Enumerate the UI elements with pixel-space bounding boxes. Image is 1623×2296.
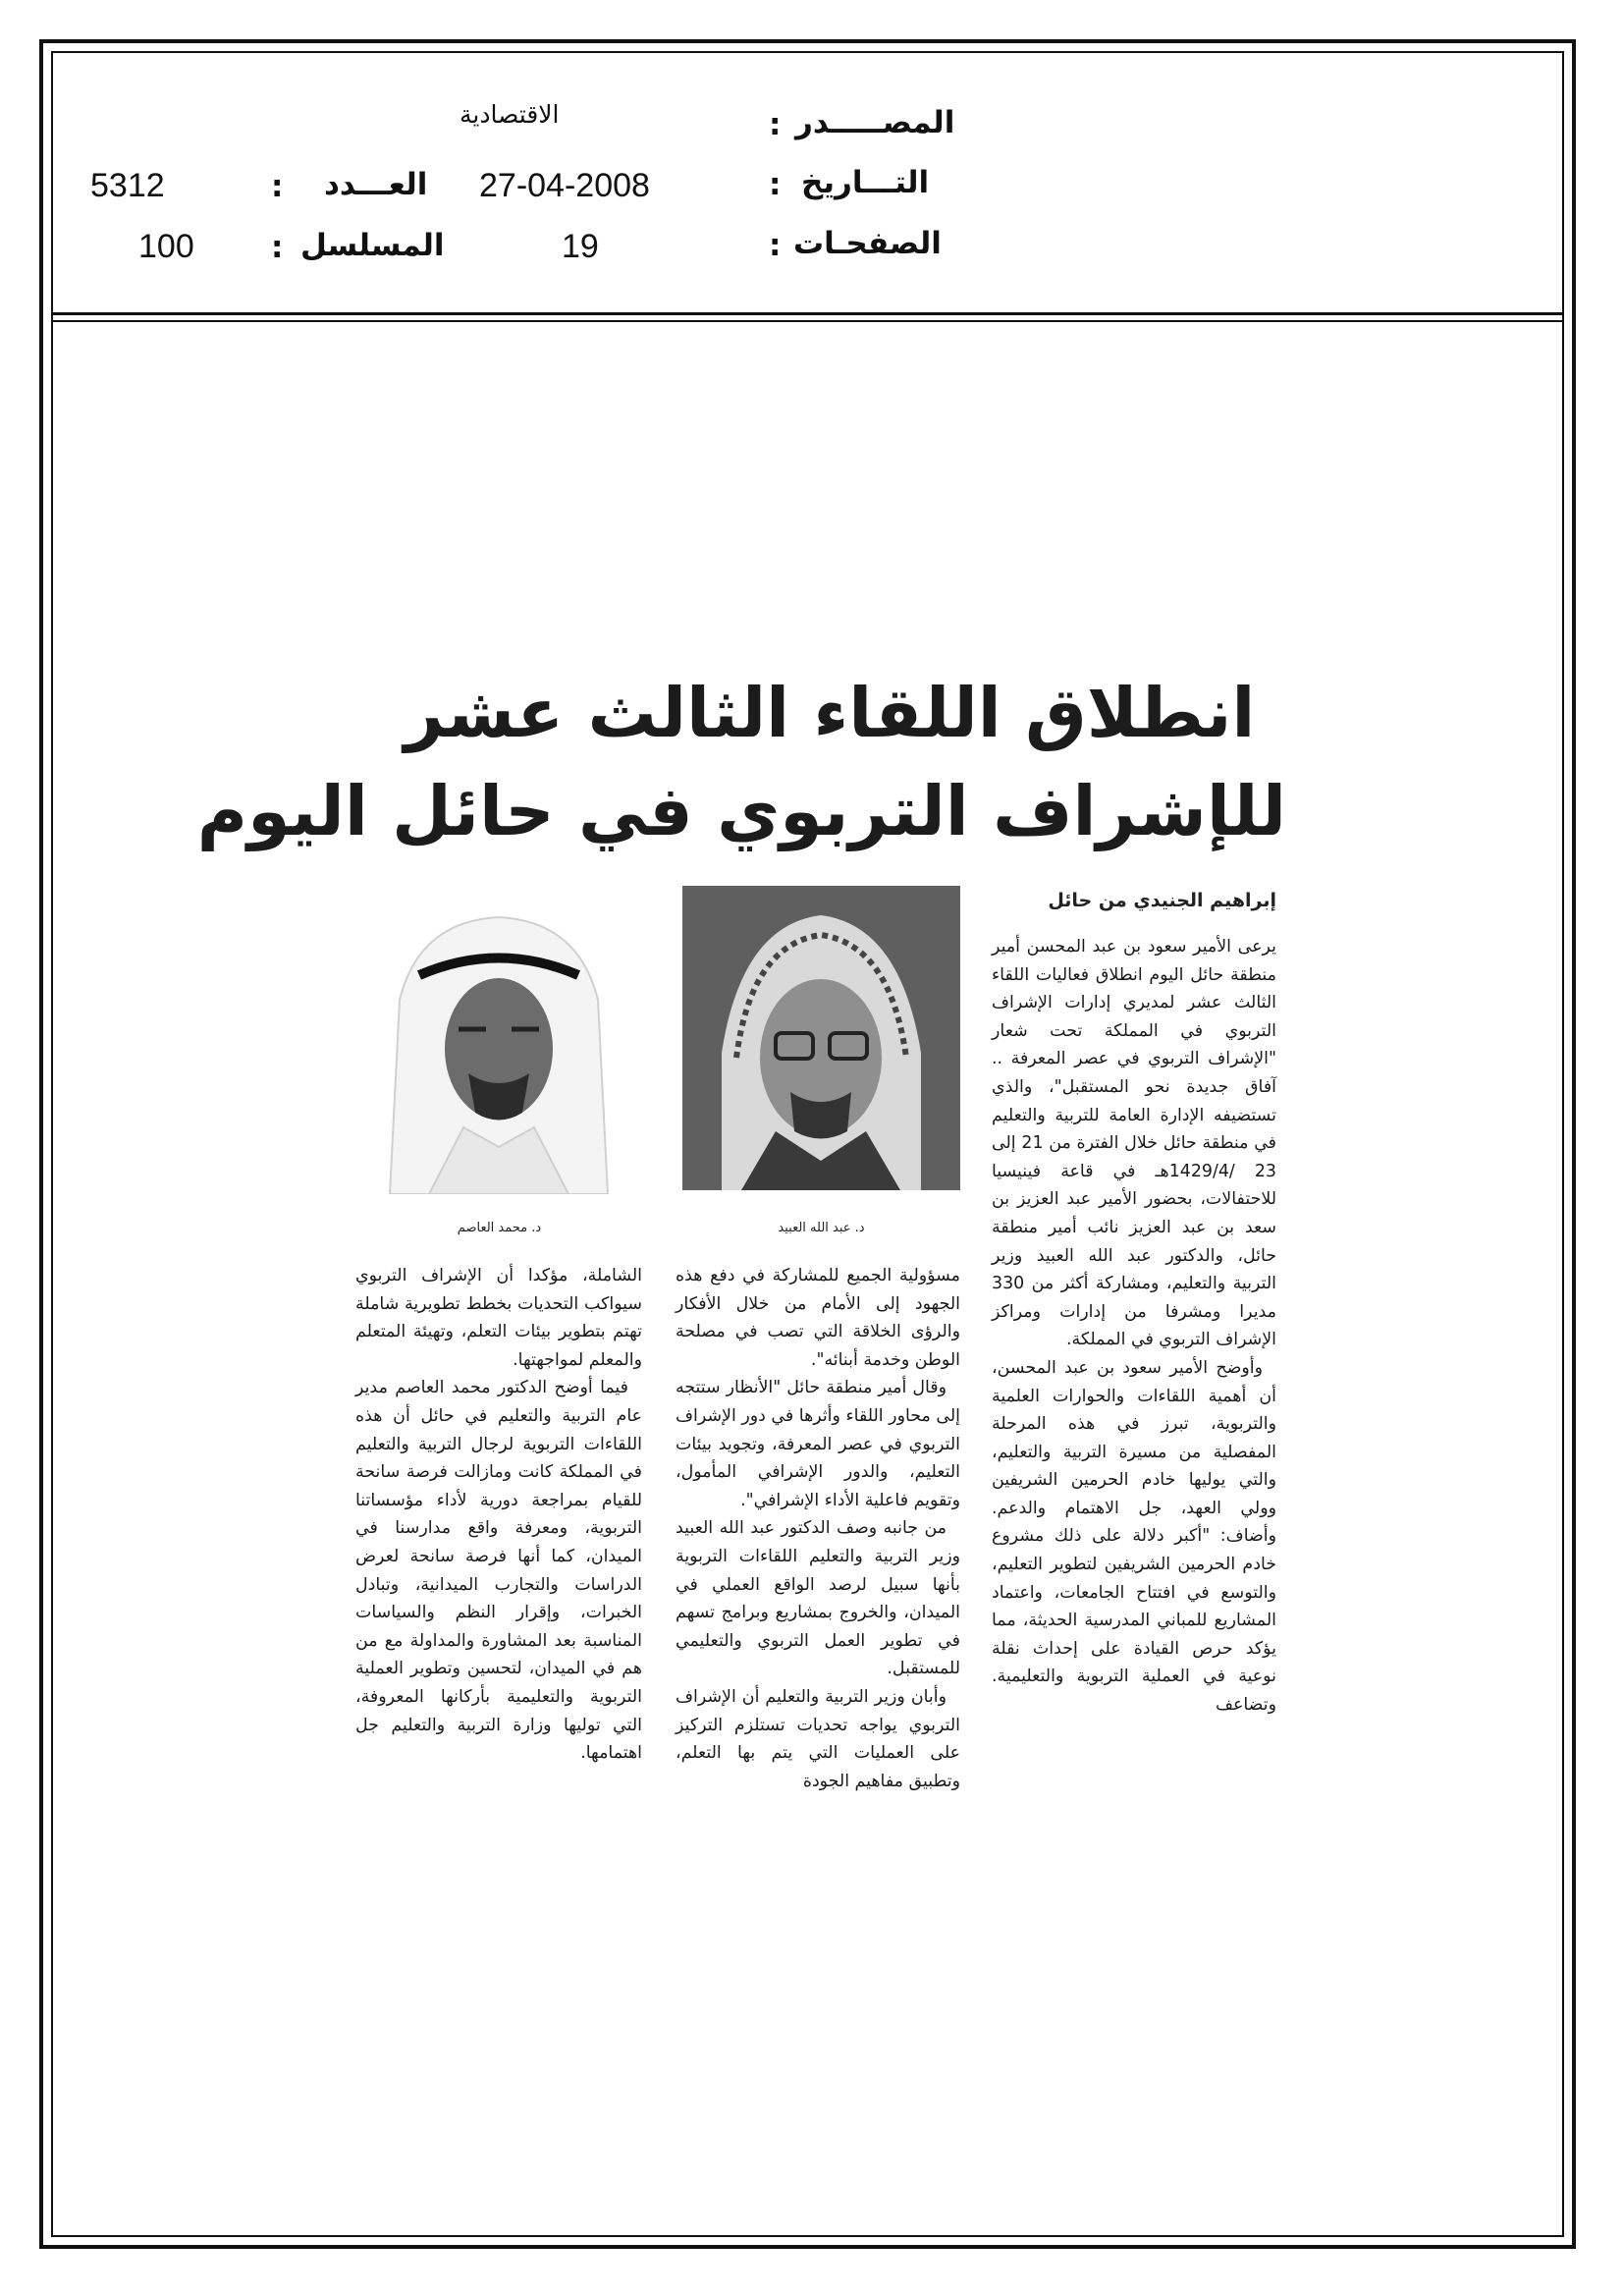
source-label: المصـــــدر [795, 105, 955, 140]
portrait-sketch [360, 882, 638, 1194]
headline-line-2: للإشراف التربوي في حائل اليوم [196, 771, 1286, 851]
source-colon: : [769, 107, 782, 142]
date-label: التـــاريخ [801, 165, 930, 200]
article-column-3 [355, 1262, 642, 1768]
issue-colon: : [271, 169, 284, 204]
serial-value: 100 [138, 228, 194, 265]
paragraph: وأبان وزير التربية والتعليم أن الإشراف التربوي يواجه تحديات تستلزم التركيز على العمليات التي يتم بها التعلم، وتطبيق مفاهيم الجودة [676, 1686, 960, 1791]
paragraph: الشاملة، مؤكدا أن الإشراف التربوي سيواكب التحديات بخطط تطويرية شاملة تهتم بتطوير بيئات التعلم، وتهيئة المتعلم والمعلم لمواجهتها. [355, 1266, 642, 1370]
photo-caption-2: د. محمد العاصم [457, 1221, 542, 1235]
pages-value: 19 [562, 228, 599, 265]
photo-mohammed-alasim [360, 882, 638, 1194]
portrait-sketch [682, 886, 960, 1190]
article-column-2 [676, 1262, 960, 1795]
pages-label: الصفحـات [793, 226, 942, 261]
photo-caption-1: د. عبد الله العبيد [778, 1221, 865, 1235]
date-colon: : [769, 167, 782, 202]
article-column-1 [992, 933, 1276, 1720]
issue-value: 5312 [90, 167, 165, 204]
paragraph: وقال أمير منطقة حائل "الأنظار ستتجه إلى محاور اللقاء وأثرها في دور الإشراف التربوي في عصر المعرفة، وتجويد بيئات التعليم، والدور الإشرافي المأمول، وتقويم فاعلية الأداء الإشرافي". [676, 1378, 960, 1510]
date-value: 27-04-2008 [479, 167, 650, 204]
photo-abdullah-alobaid [682, 886, 960, 1190]
paragraph: فيما أوضح الدكتور محمد العاصم مدير عام التربية والتعليم في حائل أن هذه اللقاءات التربوية لرجال التربية والتعليم في المملكة كانت ومازالت فرصة سانحة للقيام بمراجعة دورية لأداء مؤسساتنا التربوية، ومعرفة واقع مدارسنا في الميدان، كما أنها فرصة سانحة لعرض الدراسات والتجارب الميدانية، وتبادل الخبرات، وإقرار النظم والسياسات المناسبة بعد المشاورة والمداولة مع من هم في الميدان، لتحسين وتطوير العملية التربوية والتعليمية بأركانها المعروفة، التي توليها وزارة التربية والتعليم جل اهتمامها. [355, 1378, 642, 1764]
serial-colon: : [271, 230, 284, 265]
paragraph: وأوضح الأمير سعود بن عبد المحسن، أن أهمية اللقاءات والحوارات العلمية والتربوية، تبرز في هذه المرحلة المفصلية من مسيرة التربية والتعليم، والتي يوليها خادم الحرمين الشريفين وولي العهد، جل الاهتمام والدعم. وأضاف: "أكبر دلالة على ذلك مشروع خادم الحرمين الشريفين لتطوير التعليم، والتوسع في افتتاح الجامعات، واعتماد المشاريع للمباني المدرسية الحديثة، مما يؤكد حرص القيادة على إحداث نقلة نوعية في العملية التربوية والتعليمية. وتضاعف [992, 1357, 1276, 1716]
byline: إبراهيم الجنيدي من حائل [1048, 890, 1276, 911]
serial-label: المسلسل [300, 228, 445, 263]
paragraph: مسؤولية الجميع للمشاركة في دفع هذه الجهود إلى الأمام من خلال الأفكار والرؤى الخلاقة التي تصب في مصلحة الوطن وخدمة أبنائه". [676, 1266, 960, 1370]
issue-label: العـــدد [324, 167, 428, 202]
paragraph: من جانبه وصف الدكتور عبد الله العبيد وزير التربية والتعليم اللقاءات التربوية بأنها سبيل لرصد الواقع العملي في الميدان، والخروج بمشاريع وبرامج تسهم في تطوير العمل التربوي والتعليمي للمستقبل. [676, 1518, 960, 1679]
headline-line-1: انطلاق اللقاء الثالث عشر [404, 673, 1256, 753]
article-headline [196, 664, 1286, 860]
pages-colon: : [769, 228, 782, 263]
paragraph: يرعى الأمير سعود بن عبد المحسن أمير منطقة حائل اليوم انطلاق فعاليات اللقاء الثالث عشر لمديري إدارات الإشراف التربوي في المملكة تحت شعار "الإشراف التربوي في عصر المعرفة .. آفاق جديدة نحو المستقبل"، والذي تستضيفه الإدارة العامة للتربية والتعليم في منطقة حائل خلال الفترة من 21 إلى 23 /1429/4هـ في قاعة فينيسيا للاحتفالات، بحضور الأمير عبد العزيز بن سعد بن عبد العزيز نائب أمير منطقة حائل، والدكتور عبد الله العبيد وزير التربية والتعليم، ومشاركة أكثر من 330 مديرا ومشرفا من إدارات ومراكز الإشراف التربوي في المملكة. [992, 937, 1276, 1350]
header-divider-thin [51, 320, 1564, 322]
header-divider [51, 312, 1564, 315]
source-value: الاقتصادية [460, 100, 560, 129]
